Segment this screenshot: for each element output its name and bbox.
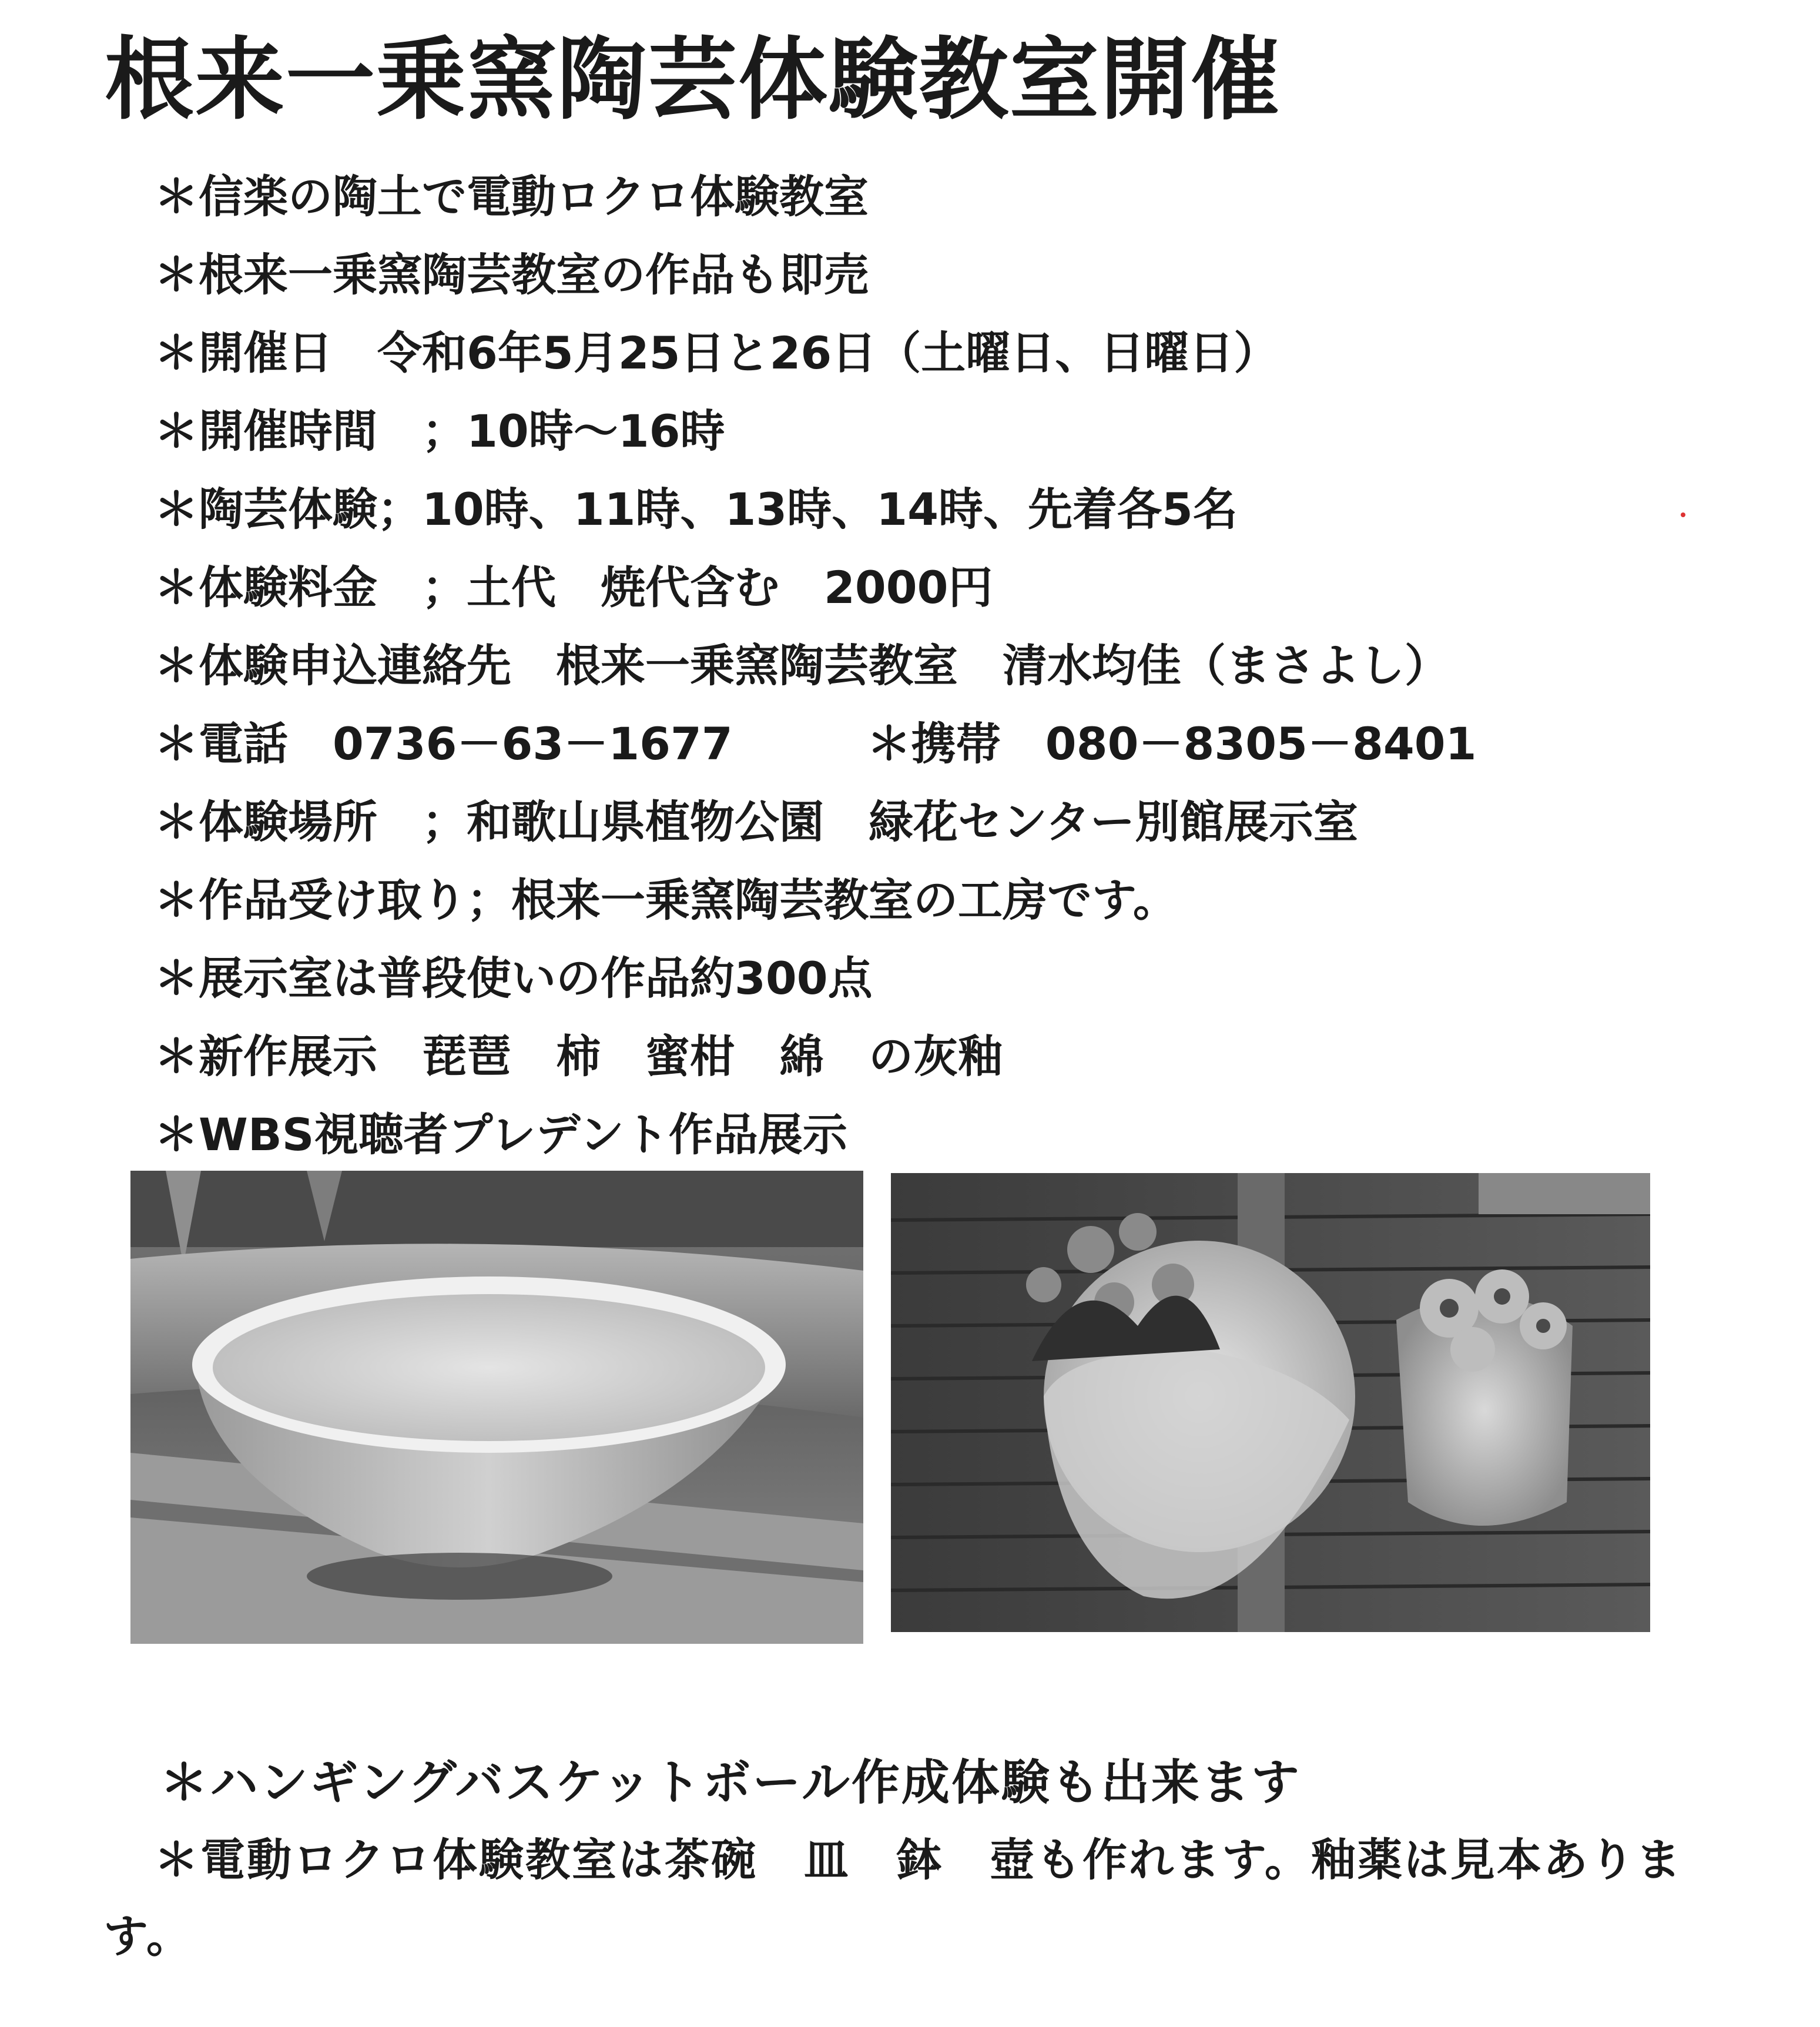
bullet-wbs: ＊WBS視聴者プレデント作品展示 [154,1108,847,1161]
bullet-rokuro-class: ＊信楽の陶土で電動ロクロ体験教室 [154,170,869,223]
bullet-hours: ＊開催時間 ；10時～16時 [154,405,725,457]
info-list [154,158,1477,1174]
page-title: 根来一乗窯陶芸体験教室開催 [105,28,1281,132]
bullet-sale: ＊根来一乗窯陶芸教室の作品も即売 [154,249,869,301]
bullet-venue: ＊体験場所 ；和歌山県植物公園 緑花センター別館展示室 [154,796,1358,848]
bowl-photo [130,1171,863,1644]
bullet-fee: ＊体験料金 ；土代 焼代含む 2000円 [154,561,993,614]
scan-speck [1681,512,1685,517]
bullet-phone: ＊電話 0736－63－1677 ＊携帯 080－8305－8401 [154,718,1477,770]
bullet-new-works: ＊新作展示 琵琶 柿 蜜柑 綿 の灰釉 [154,1030,1003,1083]
bullet-exhibit-count: ＊展示室は普段使いの作品約300点 [154,952,873,1004]
hanging-basket-note: ＊ハンギングバスケットボール作成体験も出来ます [160,1755,1301,1811]
bullet-dates: ＊開催日 令和6年5月25日と26日（土曜日、日曜日） [154,327,1279,379]
bullet-sessions: ＊陶芸体験；10時、11時、13時、14時、先着各5名 [154,483,1238,535]
bullet-pickup: ＊作品受け取り；根来一乗窯陶芸教室の工房です。 [154,874,1178,926]
bowl-photo-art [130,1171,863,1644]
rokuro-note: ＊電動ロクロ体験教室は茶碗 皿 鉢 壺も作れます。釉薬は見本あります。 [103,1834,1682,1962]
hanging-basket-photo-art [891,1173,1650,1632]
bullet-contact: ＊体験申込連絡先 根来一乗窯陶芸教室 清水均佳（まさよし） [154,639,1449,692]
hanging-basket-photo [891,1173,1650,1632]
